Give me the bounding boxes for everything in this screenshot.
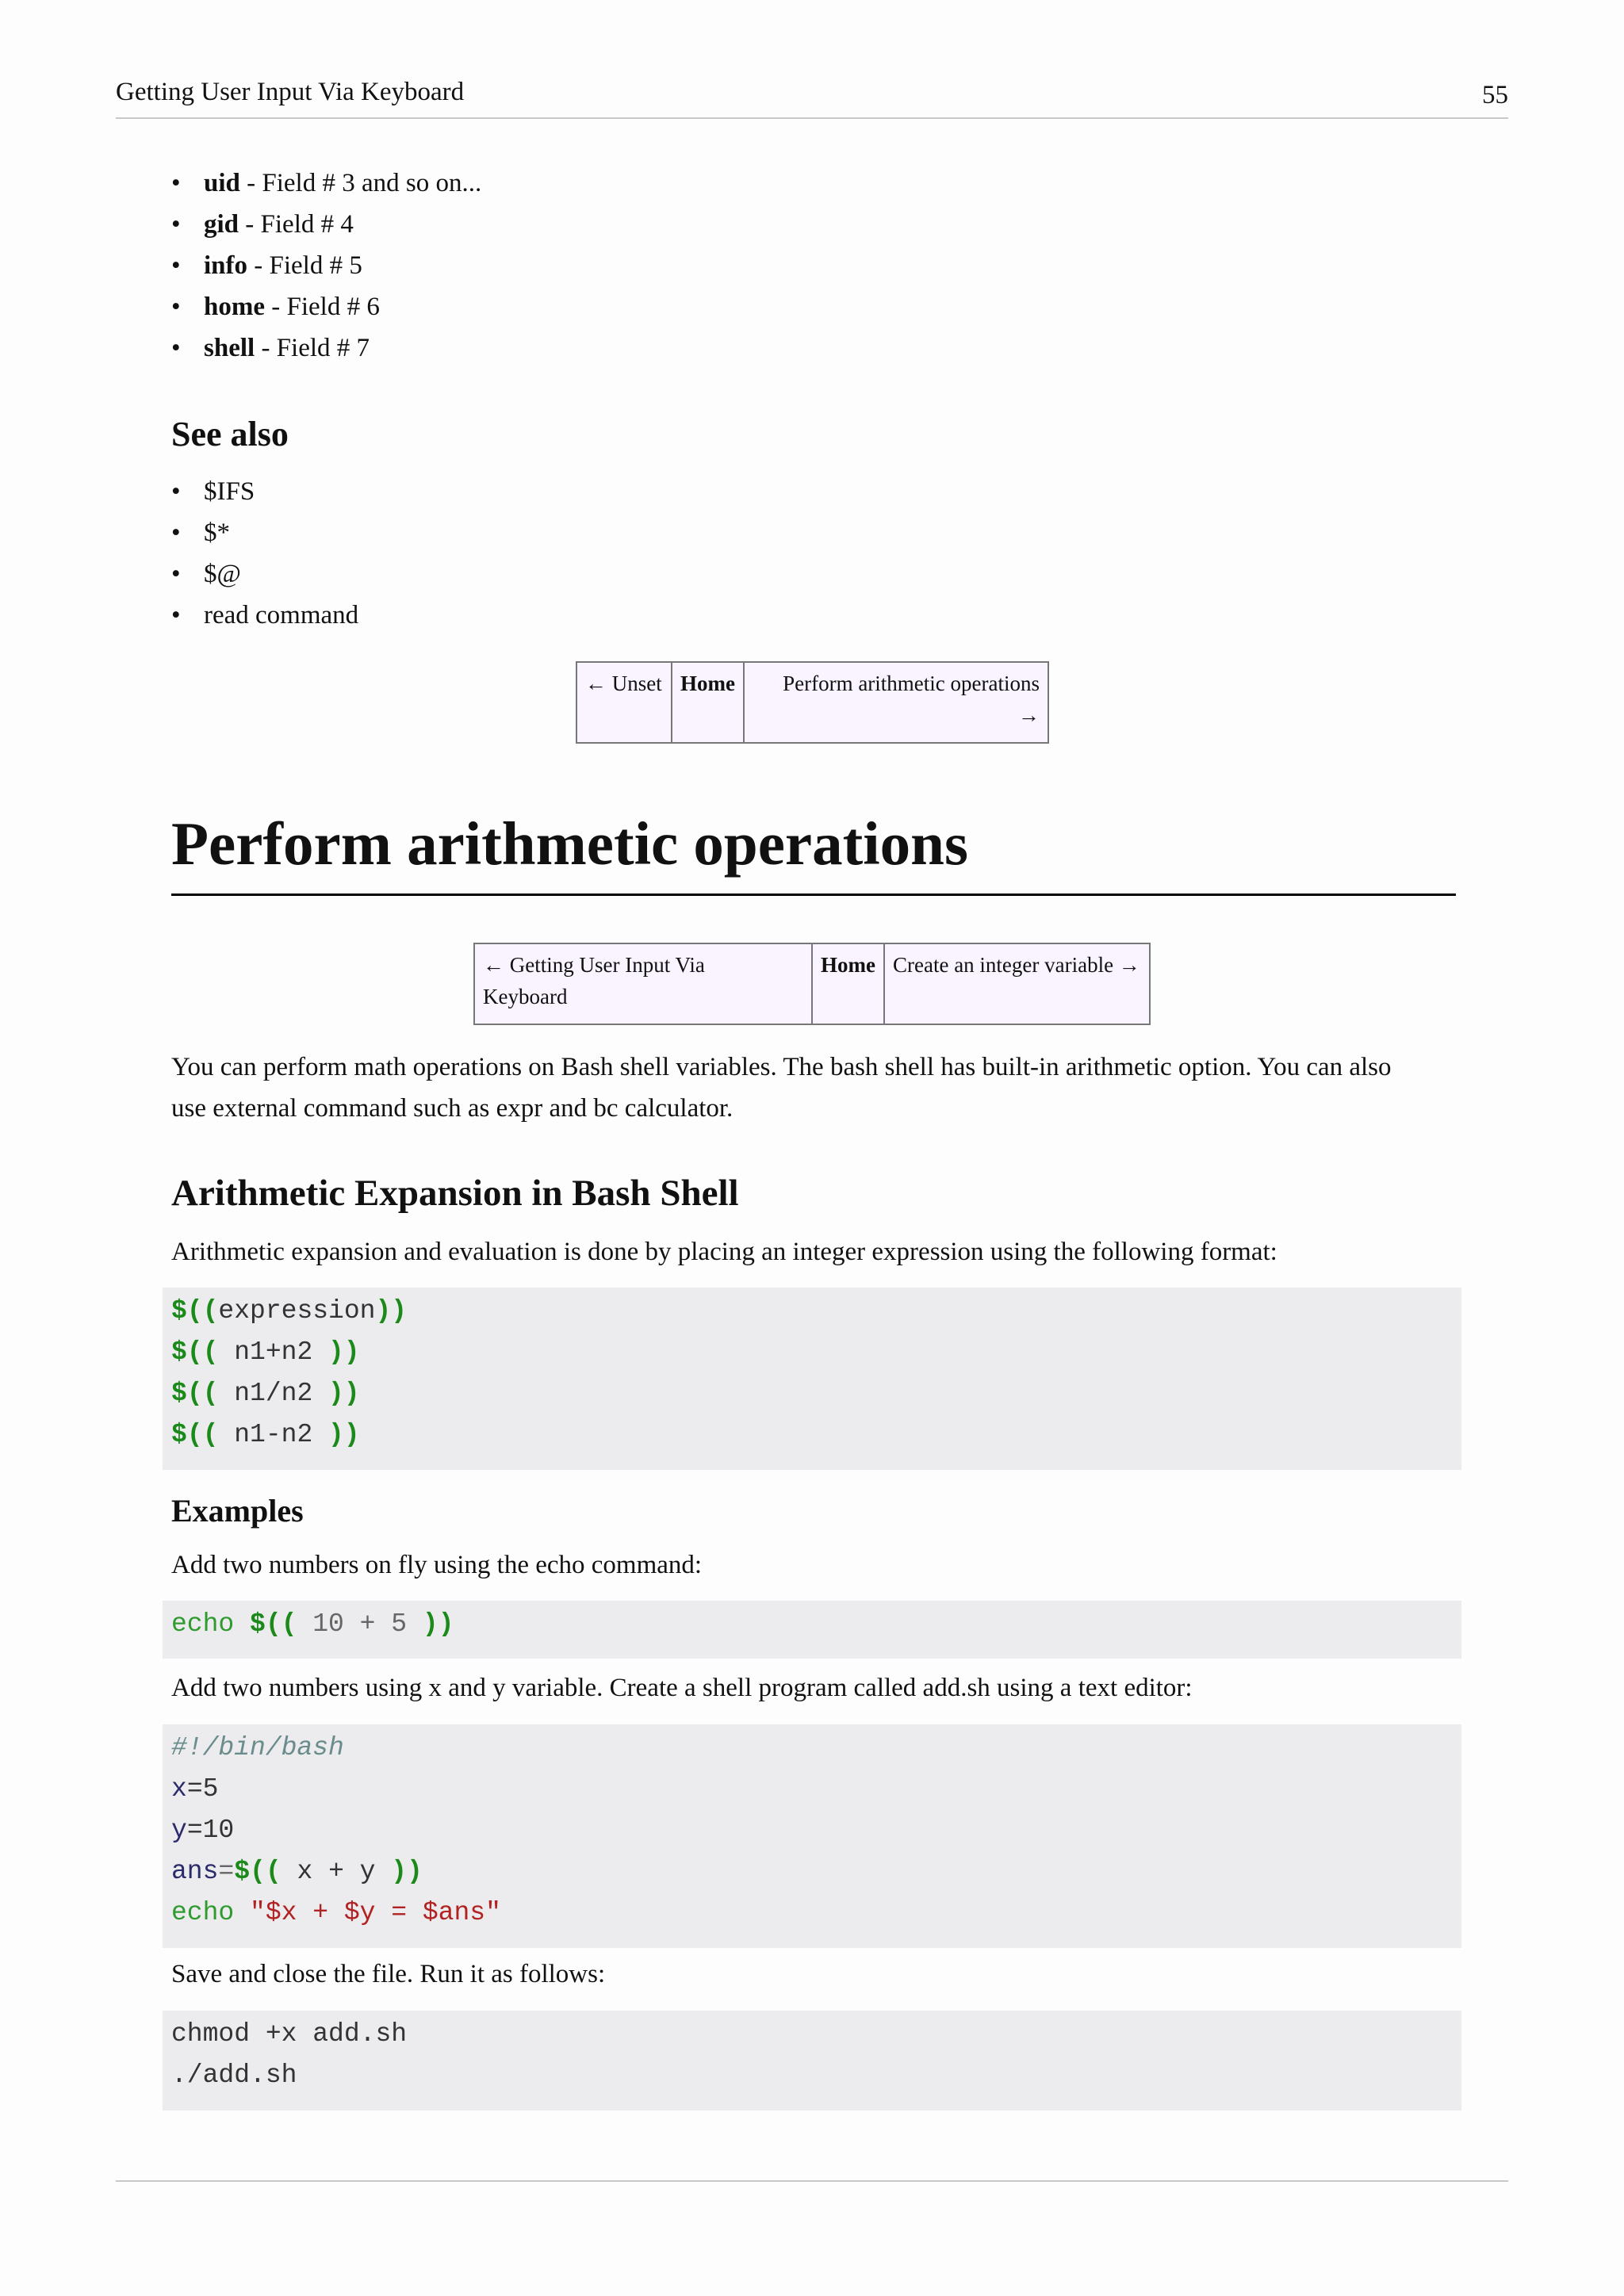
- page-number: 55: [1482, 81, 1508, 109]
- page-title: Perform arithmetic operations: [171, 809, 968, 878]
- examples-text-1: Add two numbers on fly using the echo command:: [171, 1551, 703, 1579]
- list-item: [171, 163, 1464, 204]
- title-underline: [171, 894, 1456, 896]
- field-desc: - Field # 4: [239, 210, 354, 239]
- see-also-link-at[interactable]: • $@: [171, 553, 1464, 595]
- list-item: [171, 204, 1464, 245]
- code-line: $((expression)): [171, 1296, 408, 1326]
- examples-text-3: Save and close the file. Run it as follows:: [171, 1960, 606, 1988]
- field-desc: - Field # 7: [255, 334, 370, 362]
- code-block-script: [163, 1724, 1461, 1948]
- field-term: shell: [204, 334, 255, 362]
- nav-table-section: [473, 943, 1151, 1025]
- see-also-section: [171, 414, 1464, 454]
- fields-list: [171, 163, 1464, 369]
- field-desc: - Field # 6: [265, 293, 380, 321]
- examples-section: [171, 1492, 1464, 1529]
- running-header-title: Getting User Input Via Keyboard: [116, 78, 465, 106]
- field-term: home: [204, 293, 265, 321]
- code-block-echo: [163, 1601, 1461, 1659]
- code-line: x=5: [171, 1774, 219, 1804]
- code-line: chmod +x add.sh: [171, 2019, 408, 2049]
- intro-paragraph: You can perform math operations on Bash shell variables. The bash shell has built-in arithmetic option. You can also use external command such as expr and bc calculator.: [171, 1053, 1392, 1123]
- list-item: [171, 245, 1464, 286]
- list-item: [171, 327, 1464, 369]
- examples-text-2: Add two numbers using x and y variable. Create a shell program called add.sh using a text editor:: [171, 1674, 1193, 1702]
- code-line: y=10: [171, 1816, 235, 1845]
- see-also-heading: See also: [171, 415, 289, 453]
- running-header: [116, 78, 1508, 119]
- list-item: [171, 286, 1464, 327]
- section-title-container: [171, 809, 1464, 879]
- field-term: uid: [204, 169, 240, 197]
- expansion-text: Arithmetic expansion and evaluation is done by placing an integer expression using the following format:: [171, 1238, 1277, 1266]
- code-line: ans=$(( x + y )): [171, 1857, 423, 1886]
- nav-next-link[interactable]: Perform arithmetic operations →: [744, 662, 1048, 743]
- code-line: echo $(( 10 + 5 )): [171, 1609, 454, 1639]
- see-also-list-container: [171, 471, 1464, 636]
- nav-prev-link[interactable]: ← Unset: [576, 662, 672, 743]
- field-desc: - Field # 5: [247, 251, 362, 280]
- nav-home-link[interactable]: Home: [672, 662, 744, 743]
- field-term: gid: [204, 210, 239, 239]
- nav-prev-link[interactable]: ← Getting User Input Via Keyboard: [474, 943, 812, 1024]
- fields-list-container: [171, 163, 1464, 369]
- code-line: #!/bin/bash: [171, 1733, 344, 1762]
- section-heading: Arithmetic Expansion in Bash Shell: [171, 1173, 739, 1214]
- code-line: $(( n1/n2 )): [171, 1379, 360, 1408]
- code-line: $(( n1-n2 )): [171, 1420, 360, 1449]
- code-block-syntax: [163, 1288, 1461, 1470]
- see-also-link-read[interactable]: • read command: [171, 595, 1464, 636]
- code-line: $(( n1+n2 )): [171, 1337, 360, 1367]
- code-line: echo "$x + $y = $ans": [171, 1898, 501, 1927]
- field-desc: - Field # 3 and so on...: [239, 169, 482, 197]
- see-also-list: [171, 471, 1464, 636]
- field-term: info: [204, 251, 248, 280]
- see-also-link-star[interactable]: • $*: [171, 512, 1464, 553]
- nav-next-link[interactable]: Create an integer variable →: [884, 943, 1150, 1024]
- code-line: ./add.sh: [171, 2061, 297, 2090]
- see-also-link-ifs[interactable]: • $IFS: [171, 471, 1464, 512]
- footer-rule: [116, 2180, 1508, 2182]
- expansion-section: [171, 1172, 1464, 1215]
- code-block-run: [163, 2011, 1461, 2110]
- section-heading: Examples: [171, 1493, 304, 1529]
- nav-home-link[interactable]: Home: [812, 943, 884, 1024]
- nav-table-top: [576, 661, 1049, 744]
